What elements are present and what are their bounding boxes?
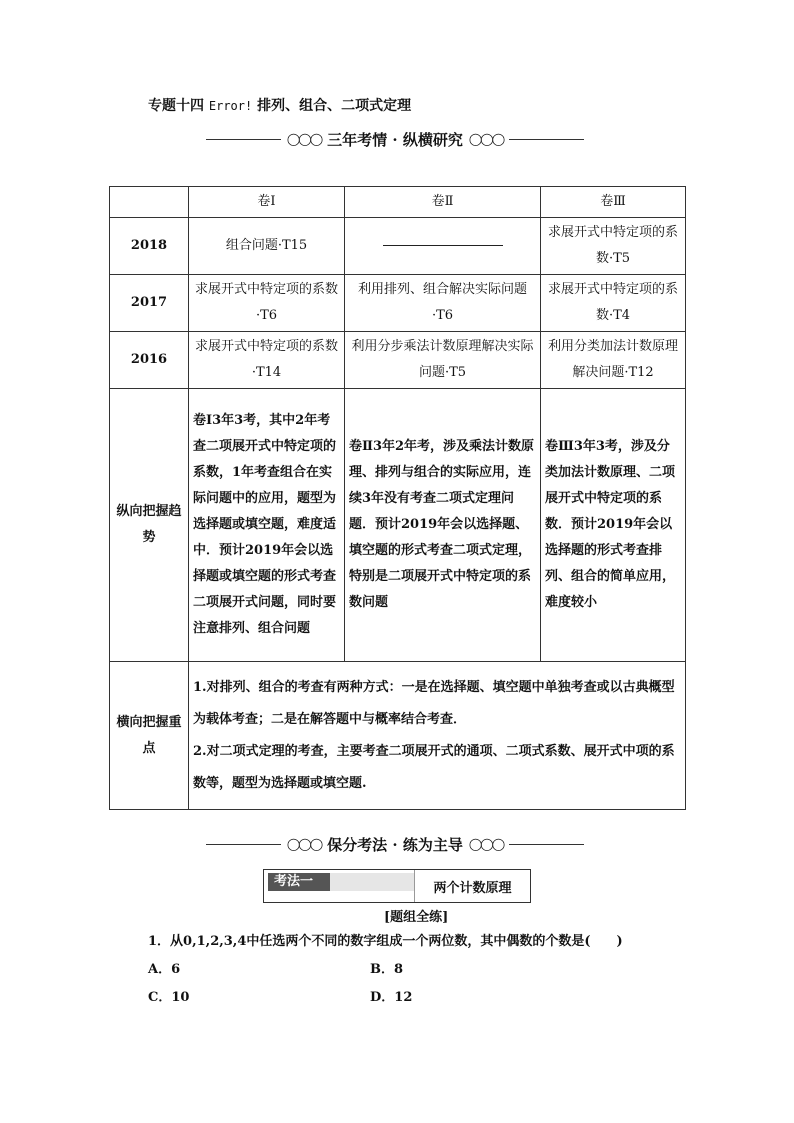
banner-title: 保分考法 · 练为主导 [327,835,463,854]
trend-label: 纵向把握趋势 [110,389,189,662]
option-c: C．10 [148,990,190,1005]
year-cell: 2016 [110,332,189,389]
ornament-icon: ◯◯◯ [468,132,504,146]
banner-line-right [509,139,584,140]
header-cell: 卷Ⅱ [345,187,541,218]
year-cell: 2018 [110,218,189,275]
focus-point-1: 1.对排列、组合的考查有两种方式：一是在选择题、填空题中单独考查或以古典概型为载体考查；二是在解答题中与概率结合考查． [193,679,675,727]
table-row [110,332,686,389]
option-d: D．12 [370,990,413,1005]
banner-line-right [509,844,584,845]
table-cell: 求展开式中特定项的系数·T6 [189,275,345,332]
header-cell: 卷Ⅰ [189,187,345,218]
table-cell: 求展开式中特定项的系数·T5 [541,218,686,275]
header-cell [110,187,189,218]
ornament-icon: ◯◯◯ [286,132,322,146]
year-cell: 2017 [110,275,189,332]
section-banner-1 [200,127,590,151]
table-cell: 利用排列、组合解决实际问题·T6 [345,275,541,332]
title-error: Error! [208,99,253,113]
focus-row [110,662,686,810]
exam-analysis-table [109,186,686,810]
banner-line-left [206,139,281,140]
section-heading: [题组全练] [384,910,449,925]
banner-title: 三年考情 · 纵横研究 [327,130,463,149]
title-prefix: 专题十四 [148,98,204,114]
section-banner-2 [200,832,590,856]
title-suffix: 排列、组合、二项式定理 [257,98,412,114]
trend-row [110,389,686,662]
table-row [110,275,686,332]
table-header-row [110,187,686,218]
option-a: A．6 [148,962,181,977]
method-name: 两个计数原理 [433,880,512,896]
table-cell: 利用分类加法计数原理解决问题·T12 [541,332,686,389]
table-cell: 求展开式中特定项的系数·T4 [541,275,686,332]
method-box [263,869,531,903]
table-cell: 求展开式中特定项的系数·T14 [189,332,345,389]
focus-cell [189,662,686,810]
ornament-icon: ◯◯◯ [286,837,322,851]
focus-label: 横向把握重点 [110,662,189,810]
table-row [110,218,686,275]
method-tag-bar [330,873,414,891]
table-cell-empty [345,218,541,275]
focus-point-2: 2.对二项式定理的考查，主要考查二项展开式的通项、二项式系数、展开式中项的系数等，题型为选择题或填空题. [193,743,675,791]
table-cell: 组合问题·T15 [189,218,345,275]
page-title [148,95,411,115]
banner-line-left [206,844,281,845]
ornament-icon: ◯◯◯ [468,837,504,851]
table-cell: 利用分步乘法计数原理解决实际问题·T5 [345,332,541,389]
trend-cell: 卷Ⅰ3年3考，其中2年考查二项展开式中特定项的系数，1年考查组合在实际问题中的应用，题型为选择题或填空题，难度适中．预计2019年会以选择题或填空题的形式考查二项展开式问题，同时要注意排列、组合问题 [189,389,345,662]
trend-cell: 卷Ⅲ3年3考，涉及分类加法计数原理、二项展开式中特定项的系数．预计2019年会以选择题的形式考查排列、组合的简单应用，难度较小 [541,389,686,662]
header-cell: 卷Ⅲ [541,187,686,218]
trend-cell: 卷Ⅱ3年2年考，涉及乘法计数原理、排列与组合的实际应用，连续3年没有考查二项式定理问题．预计2019年会以选择题、填空题的形式考查二项式定理，特别是二项展开式中特定项的系数问题 [345,389,541,662]
option-b: B．8 [370,962,404,977]
method-tag [264,870,415,902]
question-text: 1．从0,1,2,3,4中任选两个不同的数字组成一个两位数，其中偶数的个数是( ) [148,934,623,949]
blank-line [383,245,503,246]
method-tag-label: 考法一 [268,873,336,891]
